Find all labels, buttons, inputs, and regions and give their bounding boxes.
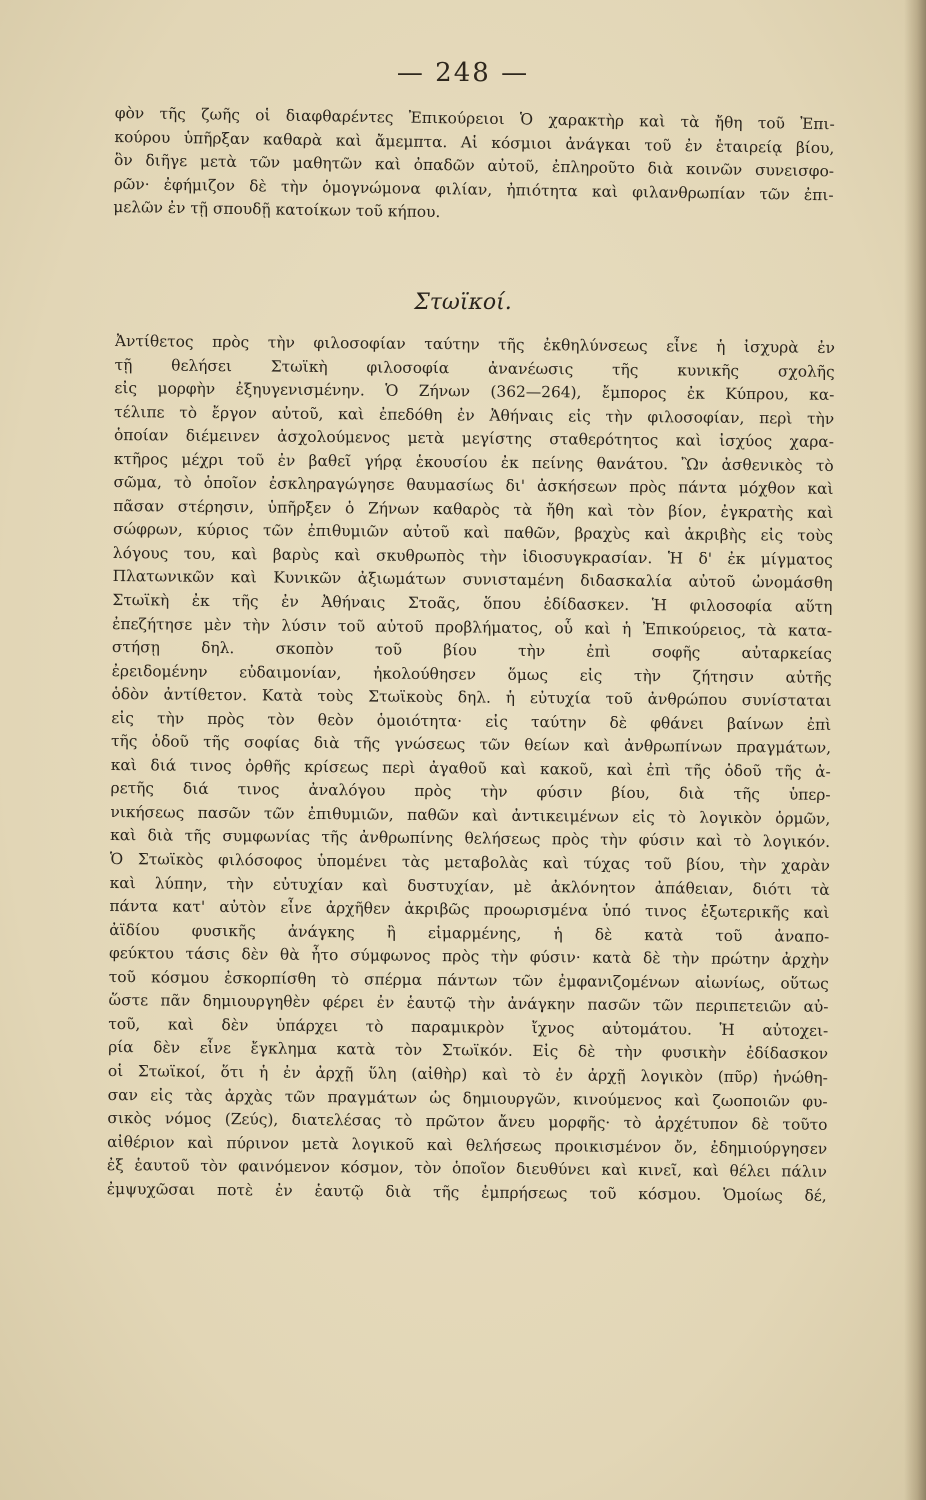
text-line: φὸν τῆς ζωῆς οἱ διαφθαρέντες Ἐπικούρειοι Ὁ χαρακτὴρ καὶ τὰ ἤθη τοῦ Ἐπι- — [114, 103, 835, 134]
text-line: φεύκτου τάσις δὲν θὰ ἦτο σύμφωνος πρὸς τὴν φύσιν· κατὰ δὲ τὴν πρώτην ἀρχὴν — [108, 944, 830, 970]
page-number: — 248 — — [396, 58, 530, 88]
text-line: Ὁ Στωϊκὸς φιλόσοφος ὑπομένει τὰς μεταβολὰς καὶ τύχας τοῦ βίου, τὴν χαρὰν — [109, 850, 830, 875]
text-line: καὶ διὰ τῆς συμφωνίας τῆς ἀνθρωπίνης θελήσεως πρὸς τὴν φύσιν καὶ τὸ λογικόν. — [110, 826, 831, 852]
text-line: τῆς ὁδοῦ τῆς σοφίας διὰ τῆς γνώσεως τῶν θείων καὶ ἀνθρωπίνων πραγμάτων, — [110, 732, 832, 758]
text-line: ἐρειδομένην εὐδαιμονίαν, ἠκολούθησεν ὅμως εἰς τὴν ζήτησιν αὐτῆς — [111, 661, 832, 687]
text-line: ἐμψυχῶσαι ποτὲ ἐν ἑαυτῷ διὰ τῆς ἐμπρήσεως τοῦ κόσμου. Ὁμοίως δέ, — [106, 1179, 827, 1205]
text-line: τέλιπε τὸ ἔργον αὐτοῦ, καὶ ἐπεδόθη ἐν Ἀθήναις εἰς τὴν φιλοσοφίαν, περὶ τὴν — [114, 402, 835, 428]
section-body — [107, 330, 835, 1208]
text-line: ἐπεζήτησε μὲν τὴν λύσιν τοῦ αὐτοῦ προβλήματος, οὗ καὶ ἡ Ἐπικούρειος, τὰ κατα- — [112, 614, 833, 640]
text-line: Ἀντίθετος πρὸς τὴν φιλοσοφίαν ταύτην τῆς ἐκθηλύνσεως εἶνε ἡ ἰσχυρὰ ἐν — [114, 331, 835, 357]
text-line: ρετῆς διά τινος ἀναλόγου πρὸς τὴν φύσιν βίου, διὰ τῆς ὑπερ- — [110, 779, 831, 805]
text-line: ἀϊδίου φυσικῆς ἀνάγκης ἢ εἱμαρμένης, ἡ δὲ κατὰ τοῦ ἀναπο- — [109, 920, 830, 946]
text-line: Στωϊκὴ ἐκ τῆς ἐν Ἀθήναις Στοᾶς, ὅπου ἐδίδασκεν. Ἡ φιλοσοφία αὕτη — [112, 591, 833, 616]
text-line: ὁδὸν ἀντίθετον. Κατὰ τοὺς Στωϊκοὺς δηλ. ἡ εὐτυχία τοῦ ἀνθρώπου συνίσταται — [111, 685, 832, 711]
text-line: στήσῃ δηλ. σκοπὸν τοῦ βίου τὴν ἐπὶ σοφῆς αὐταρκείας — [111, 638, 833, 664]
text-line: καὶ λύπην, τὴν εὐτυχίαν καὶ δυστυχίαν, μὲ ἀκλόνητον ἀπάθειαν, διότι τὰ — [109, 873, 830, 899]
text-line: ρία δὲν εἶνε ἔγκλημα κατὰ τὸν Στωϊκόν. Εἰς δὲ τὴν φυσικὴν ἐδίδασκον — [108, 1038, 829, 1064]
text-line: εἰς μορφὴν ἐξηυγενισμένην. Ὁ Ζήνων (362—264), ἔμπορος ἐκ Κύπρου, κα- — [114, 379, 835, 405]
text-line: τῇ θελήσει Στωϊκὴ φιλοσοφία ἀνανέωσις τῆς κυνικῆς σχολῆς — [114, 355, 835, 381]
text-line: καὶ διά τινος ὀρθῆς κρίσεως περὶ ἀγαθοῦ καὶ κακοῦ, καὶ ἐπὶ τῆς ὁδοῦ τῆς ἀ- — [110, 755, 831, 781]
text-line: ὃν διῆγε μετὰ τῶν μαθητῶν καὶ ὀπαδῶν αὐτοῦ, ἐπληροῦτο διὰ κοινῶν συνεισφο- — [113, 151, 835, 181]
text-line: οἱ Στωϊκοί, ὅτι ἡ ἐν ἀρχῇ ὕλη (αἰθὴρ) καὶ τὸ ἐν ἀρχῇ λογικὸν (πῦρ) ἡνώθη- — [107, 1061, 828, 1087]
text-line: πᾶσαν στέρησιν, ὑπῆρξεν ὁ Ζήνων καθαρὸς τὰ ἤθη καὶ τὸν βίον, ἐγκρατὴς καὶ — [113, 496, 834, 522]
text-line: τοῦ, καὶ δὲν ὑπάρχει τὸ παραμικρὸν ἴχνος αὐτομάτου. Ἡ αὐτοχει- — [108, 1014, 829, 1040]
text-line: σῶμα, τὸ ὁποῖον ἐσκληραγώγησε θαυμασίως δι' ἀσκήσεων πρὸς πάντα μόχθον καὶ — [113, 473, 834, 499]
section-heading: Στωϊκοί. — [414, 290, 512, 315]
text-line: σώφρων, κύριος τῶν ἐπιθυμιῶν αὐτοῦ καὶ παθῶν, βραχὺς καὶ ἀκριβὴς εἰς τοὺς — [112, 520, 834, 546]
text-line: σαν εἰς τὰς ἀρχὰς τῶν πραγμάτων ὡς δημιουργῶν, κινούμενος καὶ ζωοποιῶν φυ- — [107, 1085, 828, 1111]
top-paragraph — [113, 102, 835, 231]
text-line: κούρου ὑπῆρξαν καθαρὰ καὶ ἄμεμπτα. Αἱ κόσμιοι ἀνάγκαι τοῦ ἐν ἑταιρείᾳ βίου, — [114, 127, 835, 157]
text-line: λόγους του, καὶ βαρὺς καὶ σκυθρωπὸς τὴν ἰδιοσυγκρασίαν. Ἡ δ' ἐκ μίγματος — [112, 543, 833, 569]
text-line: σικὸς νόμος (Ζεύς), διατελέσας τὸ πρῶτον ἄνευ μορφῆς· τὸ ἀρχέτυπον δὲ τοῦτο — [107, 1109, 828, 1134]
binding-shadow — [904, 0, 926, 1500]
text-line: πάντα κατ' αὐτὸν εἶνε ἀρχῆθεν ἀκριβῶς προωρισμένα ὑπό τινος ἐξωτερικῆς καὶ — [109, 897, 830, 923]
text-line: ὁποίαν διέμεινεν ἀσχολούμενος μετὰ μεγίστης σταθερότητος καὶ ἰσχύος χαρα- — [113, 426, 835, 452]
text-line: νικήσεως πασῶν τῶν ἐπιθυμιῶν, παθῶν καὶ ἀντικειμένων εἰς τὸ λογικὸν ὁρμῶν, — [110, 802, 831, 828]
text-line: μελῶν ἐν τῇ σπουδῇ κατοίκων τοῦ κήπου. — [113, 198, 441, 222]
text-line: ὥστε πᾶν δημιουργηθὲν φέρει ἐν ἑαυτῷ τὴν ἀνάγκην πασῶν τῶν περιπετειῶν αὐ- — [108, 991, 829, 1017]
text-line: ἐξ ἑαυτοῦ τὸν φαινόμενον κόσμον, τὸν ὁποῖον διευθύνει καὶ κινεῖ, καὶ θέλει πάλιν — [106, 1156, 828, 1182]
text-line: Πλατωνικῶν καὶ Κυνικῶν ἀξιωμάτων συνισταμένη διδασκαλία αὐτοῦ ὠνομάσθη — [112, 567, 833, 593]
text-line: αἰθέριον καὶ πύρινον μετὰ λογικοῦ καὶ θελήσεως προικισμένον ὄν, ἐδημιούργησεν — [107, 1132, 828, 1158]
text-line: ρῶν· ἐφήμιζον δὲ τὴν ὁμογνώμονα φιλίαν, ἠπιότητα καὶ φιλανθρωπίαν τῶν ἐπι- — [113, 174, 834, 205]
text-line: κτῆρος μέχρι τοῦ ἐν βαθεῖ γήρᾳ ἑκουσίου ἐκ πείνης θανάτου. Ὢν ἀσθενικὸς τὸ — [113, 449, 834, 475]
text-line: εἰς τὴν πρὸς τὸν θεὸν ὁμοιότητα· εἰς ταύτην δὲ φθάνει βαίνων ἐπὶ — [111, 708, 832, 734]
text-line: τοῦ κόσμου ἐσκορπίσθη τὸ σπέρμα πάντων τῶν ἐμφανιζομένων αἰωνίως, οὕτως — [108, 967, 829, 993]
